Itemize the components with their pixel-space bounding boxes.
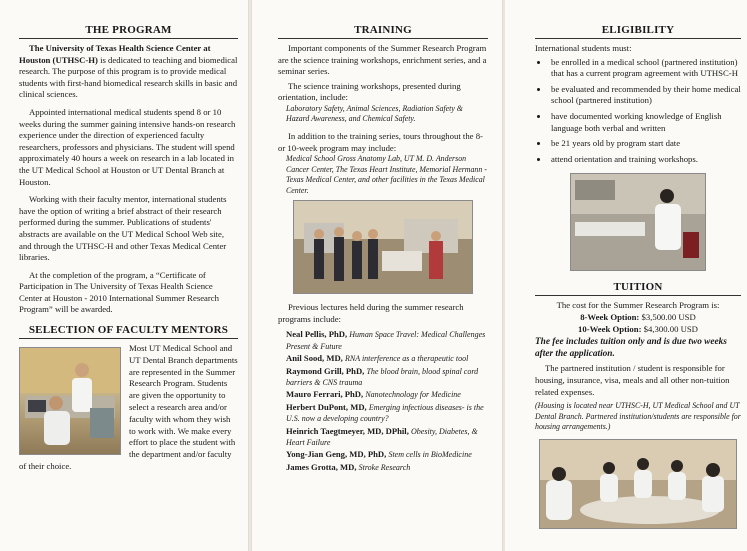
tuition-responsibility: The partnered institution / student is responsible for housing, insurance, visa, meals and all other non-tuition related expenses. <box>535 363 730 397</box>
lecture-topic: Nanotechnology for Medicine <box>365 390 461 400</box>
eligibility-heading: ELIGIBILITY <box>535 24 741 39</box>
lecture-item <box>286 353 488 364</box>
lectures-intro: Previous lectures held during the summer research programs include: <box>278 302 464 324</box>
tuition-10-week-value: $4,300.00 USD <box>641 323 698 334</box>
program-intro-text: is dedicated to teaching and biomedical research. The purpose of this program is to provide medical students with first-hand biomedical research skills in basic and clinical sciences. <box>19 54 238 100</box>
lecture-topic: RNA interference as a therapeutic tool <box>344 354 469 364</box>
training-panel <box>252 0 502 551</box>
lecture-topic: Obesity, Diabetes, & Heart Failure <box>286 426 478 447</box>
program-panel <box>0 0 248 551</box>
lecture-item <box>286 449 488 460</box>
lecture-speaker: Heinrich Taegtmeyer, MD, DPhil, <box>286 425 409 436</box>
lecture-item <box>286 426 488 449</box>
lecture-topic: The blood brain, blood spinal cord barriers & CNS trauma <box>286 366 479 387</box>
program-certificate: At the completion of the program, a “Certificate of Participation in The University of Texas Health Science Center at Houston - 2010 International Summer Research Program” will be awarded. <box>19 269 219 315</box>
tuition-8-week-value: $3,500.00 USD <box>639 311 696 322</box>
eligibility-item: • attend orientation and training workshops. <box>549 154 741 166</box>
tuition-intro: The cost for the Summer Research Program is: <box>556 300 720 311</box>
training-workshops-intro: The science training workshops, presented during orientation, include: <box>278 80 461 103</box>
lecture-topic: Human Space Travel: Medical Challenges Present & Future <box>286 330 486 351</box>
mentors-text: Most UT Medical School and UT Dental Branch departments are represented in the Summer Research Program. Students are given the opportunity to select a research area and/or faculty with whom they wish to work with. We make every effort to place the student with the department and/or faculty of their choice. <box>19 343 238 472</box>
lecture-item <box>286 389 488 400</box>
tuition-option-10-week <box>535 324 741 336</box>
tuition-heading: TUITION <box>535 281 741 296</box>
eligibility-list <box>535 57 741 166</box>
eligibility-item: • be enrolled in a medical school (partnered institution) that has a current program agreement with UTHSC-H <box>549 57 741 80</box>
tuition-8-week-label: 8-Week Option: <box>580 311 640 322</box>
program-abstracts: Working with their faculty mentor, international students have the option of writing a brief abstract of their research performed during the summer. Publications of students' abstracts are available on the UT Medical School Web site, and through the UTHSC-H and other Texas Medical Center libraries. <box>19 194 227 263</box>
program-institution-name: The University of Texas Health Science Center at Houston (UTHSC-H) <box>19 43 211 65</box>
lecture-topic: Stroke Research <box>358 462 411 472</box>
lecture-item <box>286 329 488 352</box>
lecture-speaker: Neal Pellis, PhD, <box>286 329 348 340</box>
training-tours-list: Medical School Gross Anatomy Lab, UT M. D. Anderson Cancer Center, The Texas Heart Institute, Memorial Hermann - Texas Medical Center, and other facilities in the Texas Medical Center. <box>286 154 487 195</box>
tuition-10-week-label: 10-Week Option: <box>578 323 642 334</box>
training-tours-intro: In addition to the training series, tours throughout the 8- or 10-week program may include: <box>278 130 483 153</box>
tuition-fee-note: The fee includes tuition only and is due two weeks after the application. <box>535 337 727 359</box>
eligibility-panel <box>505 0 747 551</box>
mentors-heading: SELECTION OF FACULTY MENTORS <box>19 324 238 339</box>
lecture-topic: Stem cells in BioMedicine <box>388 450 472 460</box>
student-in-lab-photo <box>570 173 706 271</box>
training-workshops-list: Laboratory Safety, Animal Sciences, Radiation Safety & Hazard Awareness, and Chemical Safety. <box>286 103 463 124</box>
lecture-speaker: Yong-Jian Geng, MD, PhD, <box>286 449 387 460</box>
eligibility-item: • have documented working knowledge of English language both verbal and written <box>549 111 741 134</box>
tuition-housing-note: (Housing is located near UTHSC-H, UT Medical School and UT Dental Branch. Partnered institution/students are responsible for housing arrangements.) <box>535 401 741 432</box>
eligibility-item: • be 21 years old by program start date <box>549 138 741 150</box>
program-heading: THE PROGRAM <box>19 24 238 39</box>
lecture-speaker: Herbert DuPont, MD, <box>286 401 367 412</box>
lab-tour-photo <box>293 200 473 294</box>
lecture-speaker: Raymond Grill, PhD, <box>286 365 365 376</box>
eligibility-intro: International students must: <box>535 43 632 53</box>
lecture-item <box>286 366 488 389</box>
eligibility-item: • be evaluated and recommended by their home medical school (partnered institution) <box>549 84 741 107</box>
lecture-item <box>286 462 488 473</box>
lecture-speaker: Anil Sood, MD, <box>286 353 343 364</box>
program-description: Appointed international medical students spend 8 or 10 weeks during the summer gaining intensive hands-on research experience under the direction of experienced faculty researchers, professors and physicians. The student will spend approximately 40 hours a week on research in a lab located in the UT Medical School at Houston or UT Dental Branch at Houston. <box>19 106 236 187</box>
lecture-speaker: James Grotta, MD, <box>286 461 357 472</box>
lecture-topic: Emerging infectious diseases- is the U.S. now a developing country? <box>286 402 484 424</box>
lab-technicians-photo <box>19 347 121 455</box>
program-intro <box>19 43 238 101</box>
students-meeting-photo <box>539 439 737 529</box>
training-heading: TRAINING <box>278 24 488 39</box>
lecture-item <box>286 402 488 425</box>
lecture-speaker: Mauro Ferrari, PhD, <box>286 389 364 400</box>
lectures-list <box>278 329 488 473</box>
training-components: Important components of the Summer Research Program are the science training workshops, enrichment series, and a seminar series. <box>278 43 487 77</box>
tuition-option-8-week <box>535 312 741 324</box>
